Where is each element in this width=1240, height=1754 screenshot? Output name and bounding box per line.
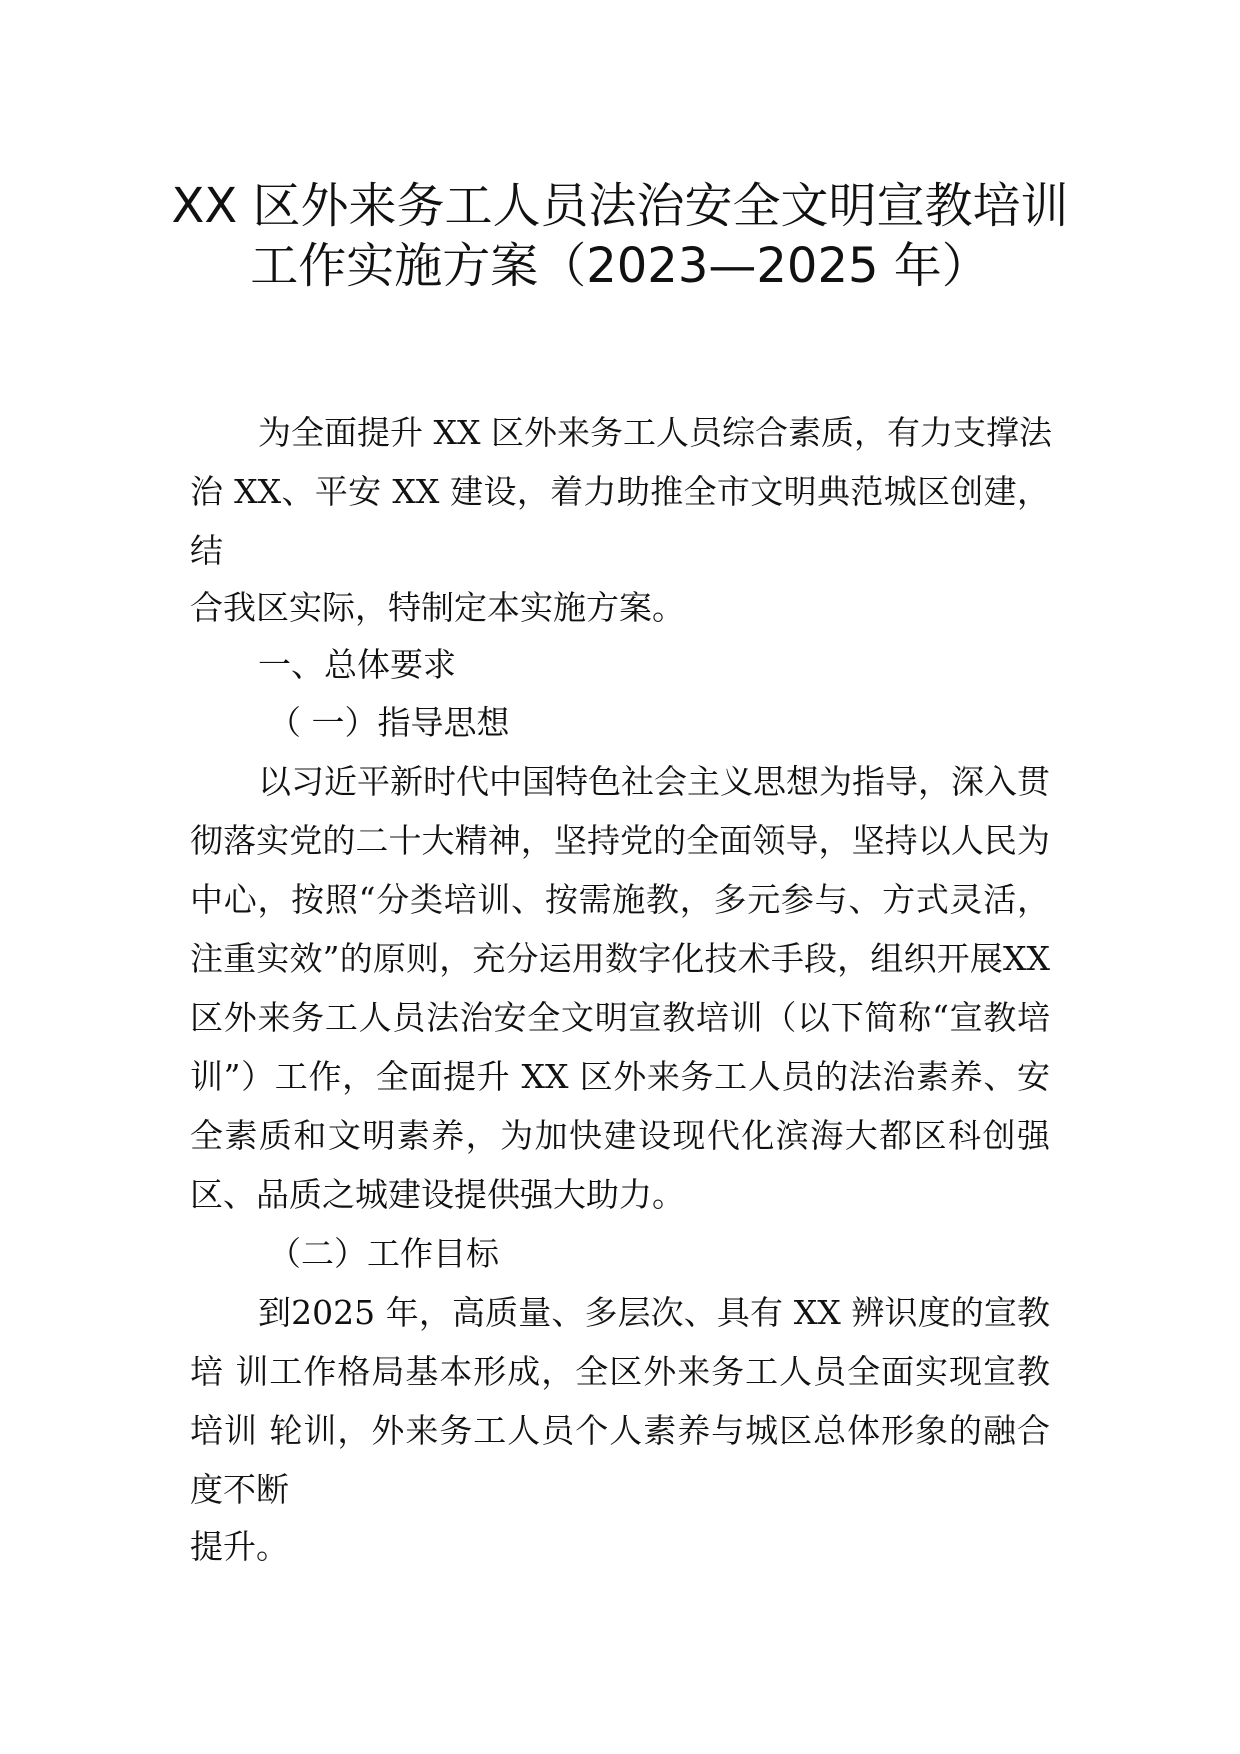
paragraph-line: 区外来务工人员法治安全文明宣教培训（以下简称“宣教培 — [190, 998, 1050, 1037]
document-title-line-2: 工作实施方案（2023—2025 年） — [250, 238, 990, 294]
section-heading: 一、总体要求 — [258, 645, 456, 684]
paragraph-line: 训”）工作，全面提升 XX 区外来务工人员的法治素养、安 — [190, 1057, 1050, 1096]
paragraph-line: 结 — [190, 531, 223, 570]
paragraph-line: 为全面提升 XX 区外来务工人员综合素质，有力支撑法 — [258, 413, 1052, 452]
paragraph-line: 彻落实党的二十大精神，坚持党的全面领导，坚持以人民为 — [190, 821, 1050, 860]
paragraph-line: 合我区实际，特制定本实施方案。 — [190, 588, 685, 627]
document-title-line-1: XX 区外来务工人员法治安全文明宣教培训 — [171, 178, 1069, 234]
paragraph-line: 提升。 — [190, 1527, 289, 1566]
paragraph-line: 以习近平新时代中国特色社会主义思想为指导，深入贯 — [258, 762, 1050, 801]
paragraph-line: 中心，按照“分类培训、按需施教，多元参与、方式灵活， — [190, 880, 1050, 919]
paragraph-line: 区、品质之城建设提供强大助力。 — [190, 1175, 685, 1214]
paragraph-line: 到2025 年，高质量、多层次、具有 XX 辨识度的宣教 — [258, 1293, 1050, 1332]
paragraph-line: 培训 轮训，外来务工人员个人素养与城区总体形象的融合 — [190, 1411, 1050, 1450]
subsection-heading: （二）工作目标 — [268, 1234, 499, 1273]
paragraph-line: 全素质和文明素养，为加快建设现代化滨海大都区科创强 — [190, 1116, 1050, 1155]
paragraph-line: 注重实效”的原则，充分运用数字化技术手段，组织开展XX — [190, 939, 1050, 978]
paragraph-line: 治 XX、平安 XX 建设，着力助推全市文明典范城区创建， — [190, 472, 1050, 511]
subsection-heading: （ 一）指导思想 — [268, 703, 510, 742]
paragraph-line: 度不断 — [190, 1470, 289, 1509]
paragraph-line: 培 训工作格局基本形成，全区外来务工人员全面实现宣教 — [190, 1352, 1050, 1391]
